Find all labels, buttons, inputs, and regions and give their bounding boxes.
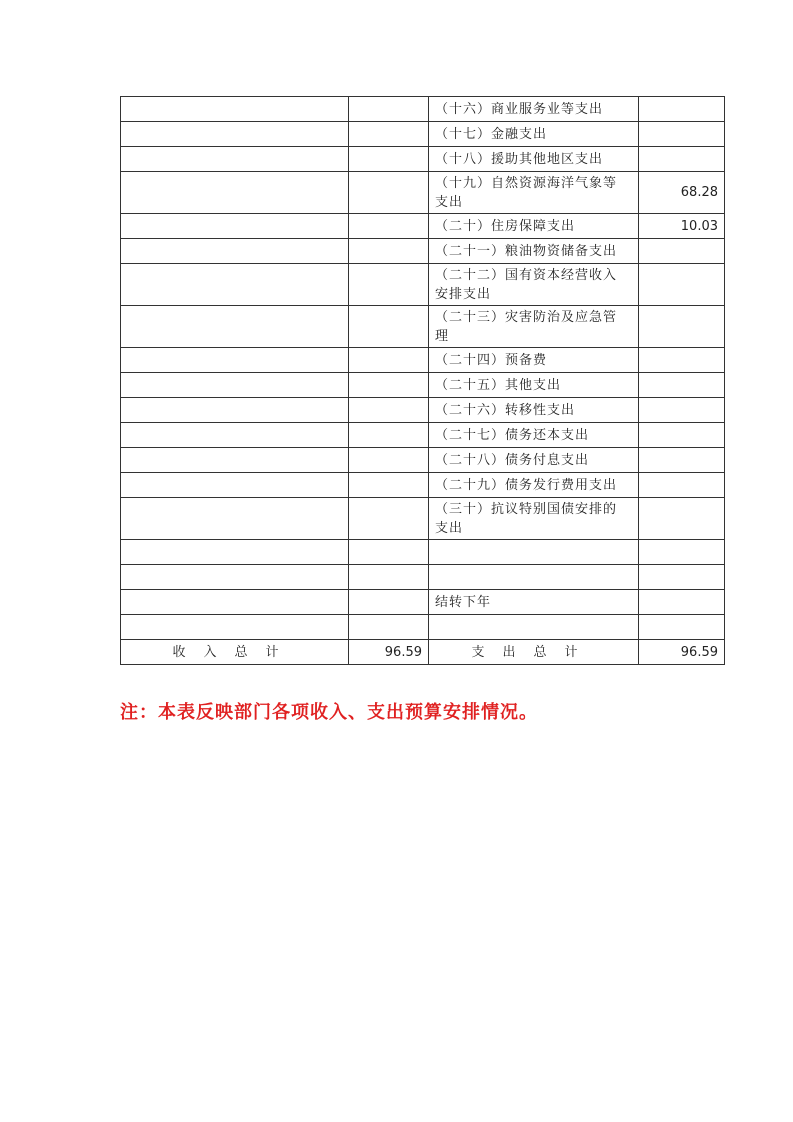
expense-item-cell: [429, 540, 639, 565]
table-note: 注：本表反映部门各项收入、支出预算安排情况。: [120, 702, 538, 723]
income-amount-cell: [349, 448, 429, 473]
expense-amount-cell: [639, 306, 725, 348]
table-row: [121, 306, 725, 348]
table-row: [121, 423, 725, 448]
table-row: [121, 590, 725, 615]
expense-item-cell: （二十九）债务发行费用支出: [429, 473, 639, 498]
expense-item-cell: [429, 306, 639, 348]
expense-item-line: （十九）自然资源海洋气象等: [435, 175, 618, 191]
total-row: [121, 640, 725, 665]
table-row: [121, 498, 725, 540]
expense-item-line: （三十）抗议特别国债安排的: [435, 501, 618, 517]
income-amount-cell: [349, 498, 429, 540]
income-item-cell: [121, 498, 349, 540]
expense-amount-cell: [639, 264, 725, 306]
income-item-cell: [121, 423, 349, 448]
income-amount-cell: [349, 615, 429, 640]
expense-item-cell: （二十五）其他支出: [429, 373, 639, 398]
income-amount-cell: [349, 348, 429, 373]
expense-amount-cell: [639, 615, 725, 640]
income-item-cell: [121, 214, 349, 239]
table-row: [121, 448, 725, 473]
expense-item-cell: [429, 565, 639, 590]
expense-amount-cell: [639, 122, 725, 147]
income-item-cell: [121, 264, 349, 306]
income-amount-cell: [349, 373, 429, 398]
expense-amount-cell: [639, 373, 725, 398]
income-amount-cell: [349, 423, 429, 448]
income-amount-cell: [349, 122, 429, 147]
table-row: [121, 264, 725, 306]
expense-amount-cell: 10.03: [639, 214, 725, 239]
expense-amount-cell: [639, 423, 725, 448]
table-row: [121, 473, 725, 498]
income-item-cell: [121, 97, 349, 122]
income-amount-cell: [349, 398, 429, 423]
expense-item-cell: （二十）住房保障支出: [429, 214, 639, 239]
expense-item-cell: （十六）商业服务业等支出: [429, 97, 639, 122]
expense-item-line: 支出: [435, 520, 464, 536]
expense-item-cell: （二十七）债务还本支出: [429, 423, 639, 448]
expense-amount-cell: [639, 540, 725, 565]
income-amount-cell: [349, 540, 429, 565]
expense-item-cell: [429, 498, 639, 540]
expense-item-line: 理: [435, 328, 450, 344]
income-amount-cell: [349, 473, 429, 498]
expense-amount-cell: [639, 590, 725, 615]
expense-amount-cell: [639, 473, 725, 498]
expense-item-line: （二十二）国有资本经营收入: [435, 267, 618, 283]
expense-item-cell: [429, 172, 639, 214]
income-amount-cell: [349, 565, 429, 590]
expense-amount-cell: 68.28: [639, 172, 725, 214]
expense-item-cell: [429, 264, 639, 306]
table-row: [121, 540, 725, 565]
expense-amount-cell: [639, 448, 725, 473]
income-amount-cell: [349, 147, 429, 172]
expense-item-cell: （十七）金融支出: [429, 122, 639, 147]
expense-item-line: 安排支出: [435, 286, 492, 302]
expense-item-cell: 结转下年: [429, 590, 639, 615]
expense-total-label: 支出总计: [429, 640, 639, 665]
income-item-cell: [121, 306, 349, 348]
table-row: [121, 398, 725, 423]
expense-item-cell: （二十六）转移性支出: [429, 398, 639, 423]
table-row: [121, 239, 725, 264]
expense-amount-cell: [639, 97, 725, 122]
expense-item-cell: （十八）援助其他地区支出: [429, 147, 639, 172]
income-item-cell: [121, 373, 349, 398]
income-item-cell: [121, 448, 349, 473]
expense-total-value: 96.59: [639, 640, 725, 665]
table-row: [121, 615, 725, 640]
income-total-value: 96.59: [349, 640, 429, 665]
income-amount-cell: [349, 239, 429, 264]
income-item-cell: [121, 565, 349, 590]
income-amount-cell: [349, 306, 429, 348]
income-item-cell: [121, 473, 349, 498]
table-row: [121, 565, 725, 590]
income-item-cell: [121, 122, 349, 147]
expense-item-line: 支出: [435, 194, 464, 210]
table-row: [121, 214, 725, 239]
income-amount-cell: [349, 590, 429, 615]
table-row: [121, 172, 725, 214]
expense-amount-cell: [639, 348, 725, 373]
expense-item-cell: （二十一）粮油物资储备支出: [429, 239, 639, 264]
income-item-cell: [121, 348, 349, 373]
income-item-cell: [121, 172, 349, 214]
expense-item-cell: （二十八）债务付息支出: [429, 448, 639, 473]
expense-amount-cell: [639, 565, 725, 590]
table-row: [121, 373, 725, 398]
table-row: [121, 147, 725, 172]
expense-amount-cell: [639, 498, 725, 540]
table-row: [121, 348, 725, 373]
table-row: [121, 122, 725, 147]
expense-amount-cell: [639, 239, 725, 264]
income-total-label: 收入总计: [121, 640, 349, 665]
expense-amount-cell: [639, 147, 725, 172]
income-amount-cell: [349, 97, 429, 122]
expense-item-cell: [429, 615, 639, 640]
expense-item-cell: （二十四）预备费: [429, 348, 639, 373]
income-item-cell: [121, 398, 349, 423]
table-row: [121, 97, 725, 122]
income-amount-cell: [349, 264, 429, 306]
budget-table: [120, 96, 725, 665]
income-amount-cell: [349, 214, 429, 239]
income-item-cell: [121, 615, 349, 640]
expense-item-line: （二十三）灾害防治及应急管: [435, 309, 618, 325]
income-item-cell: [121, 590, 349, 615]
income-item-cell: [121, 239, 349, 264]
expense-amount-cell: [639, 398, 725, 423]
income-item-cell: [121, 147, 349, 172]
income-amount-cell: [349, 172, 429, 214]
income-item-cell: [121, 540, 349, 565]
